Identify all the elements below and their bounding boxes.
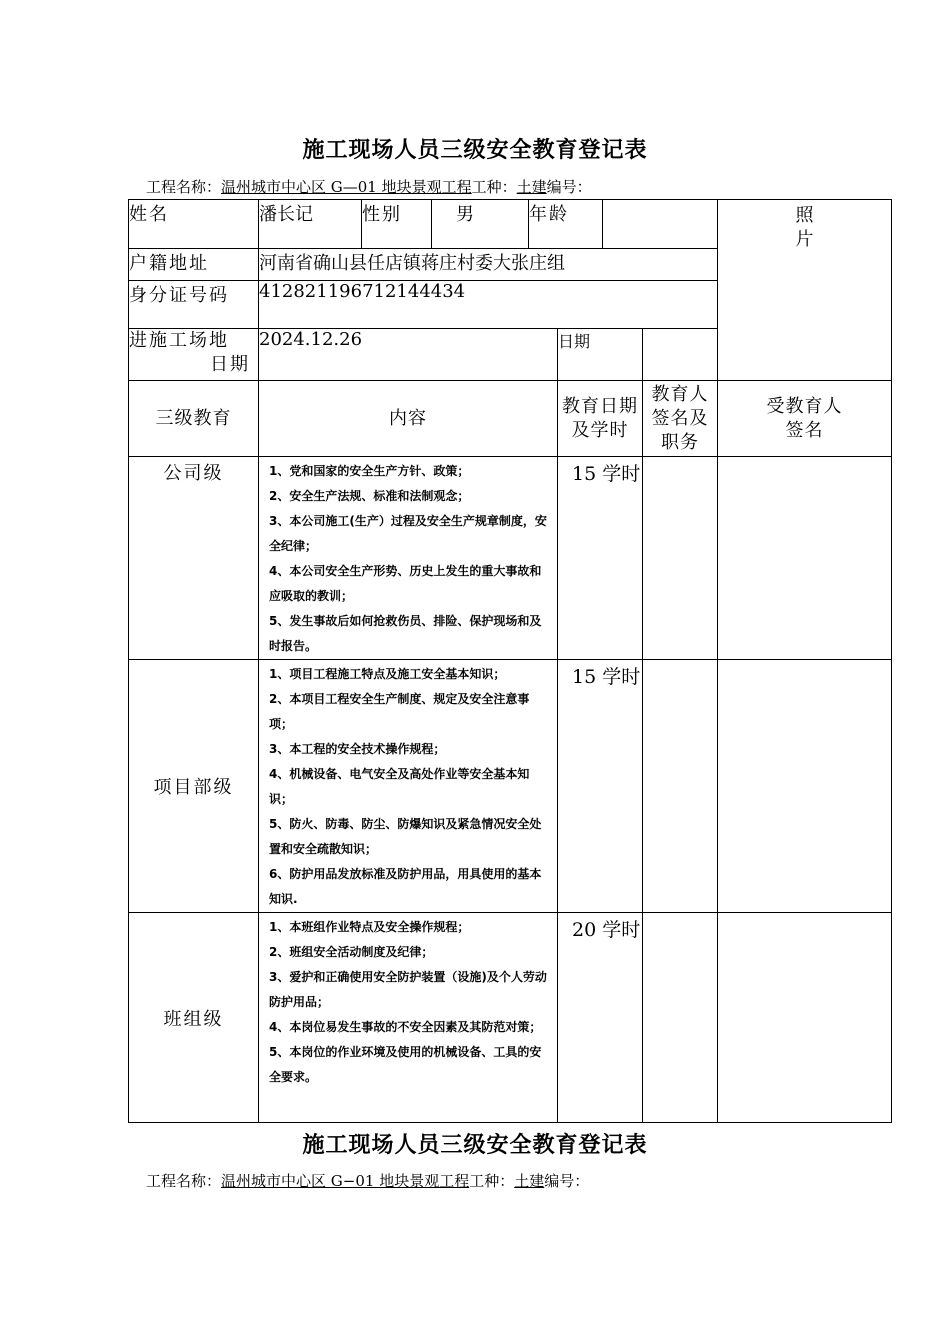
- list-item: 6、防护用品发放标准及防护用品，用具使用的基本知识.: [269, 867, 542, 906]
- level-content: [259, 913, 558, 1123]
- trade-label: 工种：: [471, 178, 517, 196]
- entry-date-label: [129, 329, 259, 381]
- list-item: 5、防火、防毒、防尘、防爆知识及紧急情况安全处置和安全疏散知识；: [269, 817, 542, 856]
- photo-box: [718, 200, 892, 381]
- trade-label: 工种：: [469, 1172, 515, 1190]
- list-item: 2、本项目工程安全生产制度、规定及安全注意事项；: [269, 692, 530, 731]
- level-name: 班组级: [129, 913, 259, 1123]
- header-line: 签名及: [651, 407, 709, 429]
- table-row: [129, 913, 892, 1123]
- list-item: 4、机械设备、电气安全及高处作业等安全基本知识；: [269, 767, 530, 806]
- project-name-value: 温州城市中心区 G—01 地块景观工程: [221, 178, 472, 196]
- header-date-hours: [558, 381, 643, 457]
- name-value: 潘长记: [259, 200, 362, 249]
- list-item: 1、党和国家的安全生产方针、政策；: [269, 464, 470, 478]
- educator-signature-cell[interactable]: [643, 660, 718, 913]
- photo-label: 片: [795, 229, 814, 250]
- project-name-value: 温州城市中心区 G−01 地块景观工程: [221, 1172, 470, 1190]
- header-line: 及学时: [571, 419, 629, 441]
- level-hours: 20 学时: [558, 913, 643, 1123]
- header-line: 职务: [661, 431, 699, 453]
- educator-signature-cell[interactable]: [643, 913, 718, 1123]
- level-hours: 15 学时: [558, 457, 643, 660]
- educatee-signature-cell[interactable]: [718, 913, 892, 1123]
- list-item: 1、项目工程施工特点及施工安全基本知识；: [269, 667, 506, 681]
- entry-date-label-line: 日期: [210, 354, 250, 375]
- list-item: 2、班组安全活动制度及纪律；: [269, 945, 434, 959]
- header-line: 受教育人: [766, 395, 843, 417]
- list-item: 4、本公司安全生产形势、历史上发生的重大事故和应吸取的教训；: [269, 564, 542, 603]
- list-item: 2、安全生产法规、标准和法制观念；: [269, 489, 470, 503]
- address-label: 户籍地址: [129, 249, 259, 281]
- number-label: 编号：: [544, 1172, 590, 1190]
- list-item: 4、本岗位易发生事故的不安全因素及其防范对策；: [269, 1020, 542, 1034]
- address-value: 河南省确山县任店镇蒋庄村委大张庄组: [259, 249, 718, 281]
- level-hours: 15 学时: [558, 660, 643, 913]
- educatee-signature-cell[interactable]: [718, 660, 892, 913]
- date-value: [643, 329, 718, 381]
- project-name-label: 工程名称：: [146, 178, 222, 196]
- list-item: 3、本工程的安全技术操作规程；: [269, 742, 446, 756]
- header-educatee: [718, 381, 892, 457]
- id-number-value: 412821196712144434: [259, 281, 718, 329]
- table-row: [129, 660, 892, 913]
- project-name-label: 工程名称：: [146, 1172, 222, 1190]
- second-form-title: 施工现场人员三级安全教育登记表: [302, 1132, 648, 1158]
- header-educator: [643, 381, 718, 457]
- gender-value: 男: [432, 200, 529, 249]
- list-item: 3、本公司施工(生产）过程及安全生产规章制度，安全纪律；: [269, 514, 547, 553]
- id-number-label: 身分证号码: [129, 281, 259, 329]
- level-content: [259, 457, 558, 660]
- list-item: 5、发生事故后如何抢救伤员、排险、保护现场和及时报告。: [269, 614, 542, 653]
- age-value: [603, 200, 718, 249]
- header-line: 教育日期: [562, 395, 638, 417]
- page-title: 施工现场人员三级安全教育登记表: [302, 137, 648, 163]
- project-info-line: [146, 176, 592, 197]
- educatee-signature-cell[interactable]: [718, 457, 892, 660]
- educator-signature-cell[interactable]: [643, 457, 718, 660]
- header-line: 签名: [785, 419, 824, 441]
- list-item: 5、本岗位的作业环境及使用的机械设备、工具的安全要求。: [269, 1045, 542, 1084]
- level-name: 项目部级: [129, 660, 259, 913]
- header-content: 内容: [259, 381, 558, 457]
- header-line: 教育人: [651, 383, 709, 405]
- name-label: 姓名: [129, 200, 259, 249]
- entry-date-label-line: 进施工场地: [129, 330, 229, 351]
- second-project-info-line: [146, 1170, 589, 1191]
- number-label: 编号：: [546, 178, 592, 196]
- registration-table: [128, 199, 892, 1123]
- header-level: 三级教育: [129, 381, 259, 457]
- photo-label: 照: [795, 205, 814, 226]
- list-item: 3、爱护和正确使用安全防护装置（设施)及个人劳动防护用品；: [269, 970, 547, 1009]
- list-item: 1、本班组作业特点及安全操作规程；: [269, 920, 470, 934]
- table-row: [129, 457, 892, 660]
- trade-value: 土建: [514, 1172, 545, 1190]
- level-content: [259, 660, 558, 913]
- date-label: 日期: [558, 329, 643, 381]
- level-name: 公司级: [129, 457, 259, 660]
- entry-date-value: 2024.12.26: [259, 329, 558, 381]
- trade-value: 土建: [516, 178, 547, 196]
- gender-label: 性别: [362, 200, 432, 249]
- age-label: 年龄: [529, 200, 603, 249]
